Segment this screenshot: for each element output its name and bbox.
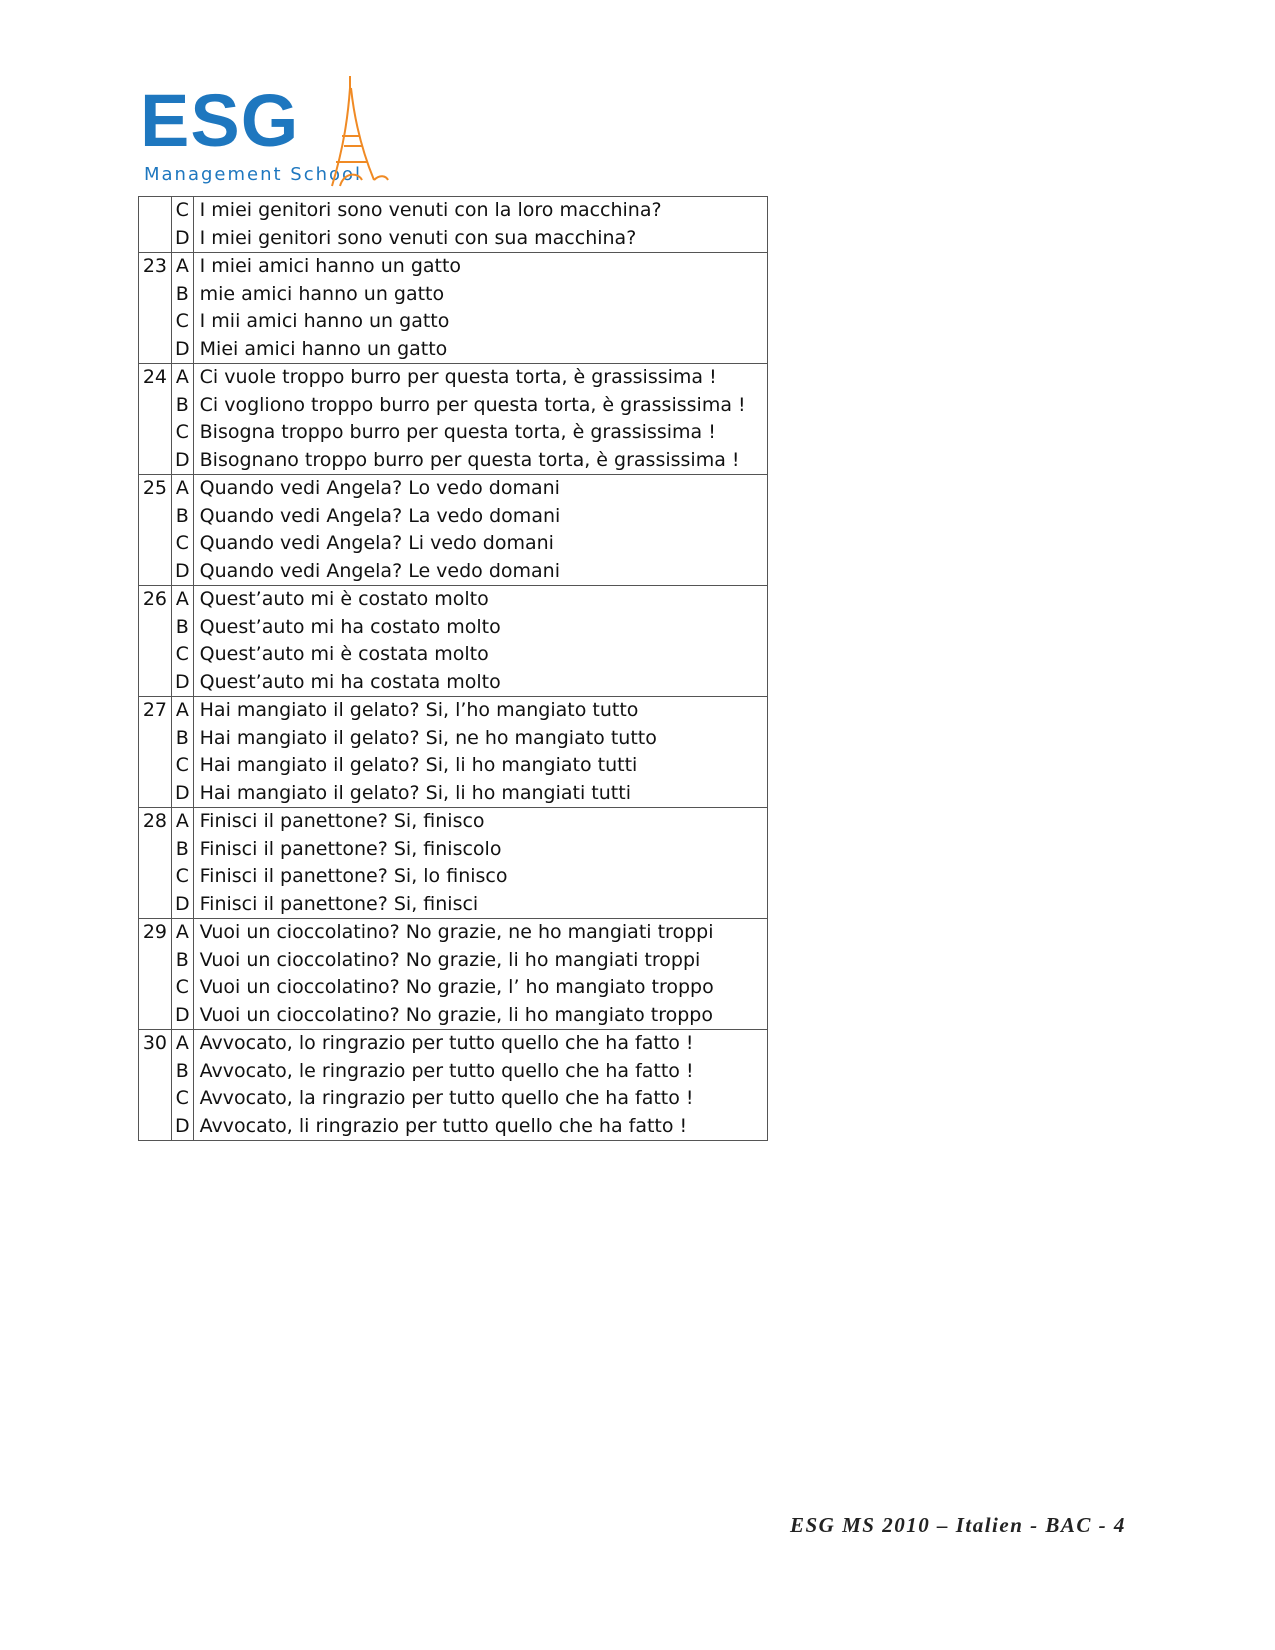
option-text: Finisci il panettone? Si, lo finisco — [193, 863, 767, 891]
question-number — [139, 308, 172, 336]
option-text: Hai mangiato il gelato? Si, li ho mangiati tutti — [193, 780, 767, 808]
option-letter: D — [172, 225, 194, 253]
option-row — [139, 669, 768, 697]
option-letter: D — [172, 1113, 194, 1141]
option-text: Vuoi un cioccolatino? No grazie, l’ ho mangiato troppo — [193, 974, 767, 1002]
option-text: mie amici hanno un gatto — [193, 281, 767, 309]
option-row — [139, 1058, 768, 1086]
question-number — [139, 669, 172, 697]
question-number — [139, 641, 172, 669]
option-row — [139, 503, 768, 531]
option-text: I miei genitori sono venuti con sua macchina? — [193, 225, 767, 253]
question-number: 25 — [139, 475, 172, 503]
option-letter: B — [172, 725, 194, 753]
question-number — [139, 503, 172, 531]
option-row — [139, 974, 768, 1002]
option-letter: C — [172, 308, 194, 336]
option-letter: B — [172, 392, 194, 420]
question-number — [139, 197, 172, 225]
option-row — [139, 725, 768, 753]
question-number: 28 — [139, 808, 172, 836]
option-letter: B — [172, 614, 194, 642]
question-number — [139, 1085, 172, 1113]
option-letter: C — [172, 1085, 194, 1113]
question-number — [139, 419, 172, 447]
option-text: Hai mangiato il gelato? Si, l’ho mangiato tutto — [193, 697, 767, 725]
option-letter: A — [172, 253, 194, 281]
option-row — [139, 558, 768, 586]
option-letter: C — [172, 197, 194, 225]
option-row — [139, 697, 768, 725]
question-number — [139, 891, 172, 919]
option-text: Quando vedi Angela? La vedo domani — [193, 503, 767, 531]
option-letter: D — [172, 336, 194, 364]
question-number: 24 — [139, 364, 172, 392]
option-row — [139, 614, 768, 642]
option-text: Quest’auto mi ha costato molto — [193, 614, 767, 642]
esg-logo — [140, 76, 400, 188]
question-group — [139, 197, 768, 253]
question-number — [139, 836, 172, 864]
question-group — [139, 253, 768, 364]
option-row — [139, 197, 768, 225]
option-text: Quando vedi Angela? Lo vedo domani — [193, 475, 767, 503]
logo-subtitle: Management School — [144, 164, 363, 185]
option-text: Quest’auto mi è costata molto — [193, 641, 767, 669]
quiz-table — [138, 196, 768, 1141]
option-text: Bisognano troppo burro per questa torta, è grassissima ! — [193, 447, 767, 475]
question-number: 27 — [139, 697, 172, 725]
question-number — [139, 281, 172, 309]
option-text: Finisci il panettone? Si, finisco — [193, 808, 767, 836]
question-number — [139, 863, 172, 891]
option-letter: C — [172, 752, 194, 780]
option-row — [139, 253, 768, 281]
question-number — [139, 947, 172, 975]
option-text: I miei amici hanno un gatto — [193, 253, 767, 281]
option-letter: A — [172, 475, 194, 503]
option-row — [139, 1085, 768, 1113]
option-letter: C — [172, 641, 194, 669]
option-text: Ci vogliono troppo burro per questa torta, è grassissima ! — [193, 392, 767, 420]
option-text: I mii amici hanno un gatto — [193, 308, 767, 336]
option-row — [139, 752, 768, 780]
question-number — [139, 1058, 172, 1086]
option-letter: C — [172, 530, 194, 558]
option-row — [139, 919, 768, 947]
option-letter: B — [172, 836, 194, 864]
question-number — [139, 780, 172, 808]
option-text: Avvocato, la ringrazio per tutto quello che ha fatto ! — [193, 1085, 767, 1113]
option-letter: A — [172, 586, 194, 614]
question-group — [139, 919, 768, 1030]
option-row — [139, 1002, 768, 1030]
option-letter: A — [172, 697, 194, 725]
question-number: 23 — [139, 253, 172, 281]
option-row — [139, 1113, 768, 1141]
option-letter: D — [172, 1002, 194, 1030]
option-letter: D — [172, 447, 194, 475]
option-letter: D — [172, 891, 194, 919]
option-text: Miei amici hanno un gatto — [193, 336, 767, 364]
question-number: 29 — [139, 919, 172, 947]
option-letter: D — [172, 669, 194, 697]
option-row — [139, 392, 768, 420]
option-row — [139, 419, 768, 447]
option-letter: A — [172, 808, 194, 836]
question-group — [139, 697, 768, 808]
option-text: I miei genitori sono venuti con la loro macchina? — [193, 197, 767, 225]
question-number — [139, 447, 172, 475]
question-group — [139, 586, 768, 697]
option-letter: A — [172, 919, 194, 947]
option-text: Finisci il panettone? Si, finiscolo — [193, 836, 767, 864]
option-row — [139, 780, 768, 808]
option-text: Quando vedi Angela? Li vedo domani — [193, 530, 767, 558]
option-text: Bisogna troppo burro per questa torta, è grassissima ! — [193, 419, 767, 447]
option-text: Avvocato, li ringrazio per tutto quello che ha fatto ! — [193, 1113, 767, 1141]
option-row — [139, 336, 768, 364]
option-text: Vuoi un cioccolatino? No grazie, li ho mangiato troppo — [193, 1002, 767, 1030]
question-group — [139, 808, 768, 919]
question-number — [139, 974, 172, 1002]
logo-wordmark: ESG — [140, 79, 300, 162]
option-row — [139, 836, 768, 864]
option-text: Quando vedi Angela? Le vedo domani — [193, 558, 767, 586]
option-text: Vuoi un cioccolatino? No grazie, li ho mangiati troppi — [193, 947, 767, 975]
option-letter: D — [172, 780, 194, 808]
question-number — [139, 614, 172, 642]
option-row — [139, 530, 768, 558]
option-letter: C — [172, 419, 194, 447]
question-number — [139, 752, 172, 780]
option-letter: B — [172, 1058, 194, 1086]
option-row — [139, 641, 768, 669]
option-letter: A — [172, 1030, 194, 1058]
option-text: Avvocato, lo ringrazio per tutto quello che ha fatto ! — [193, 1030, 767, 1058]
option-row — [139, 475, 768, 503]
option-letter: A — [172, 364, 194, 392]
option-text: Quest’auto mi è costato molto — [193, 586, 767, 614]
question-number — [139, 1113, 172, 1141]
question-number — [139, 1002, 172, 1030]
option-row — [139, 447, 768, 475]
question-group — [139, 475, 768, 586]
option-row — [139, 225, 768, 253]
question-number — [139, 530, 172, 558]
option-row — [139, 863, 768, 891]
option-letter: B — [172, 503, 194, 531]
question-number — [139, 725, 172, 753]
question-number — [139, 336, 172, 364]
option-row — [139, 947, 768, 975]
option-text: Quest’auto mi ha costata molto — [193, 669, 767, 697]
option-row — [139, 364, 768, 392]
option-row — [139, 281, 768, 309]
option-text: Vuoi un cioccolatino? No grazie, ne ho mangiati troppi — [193, 919, 767, 947]
question-number: 30 — [139, 1030, 172, 1058]
option-row — [139, 586, 768, 614]
option-letter: B — [172, 947, 194, 975]
option-text: Avvocato, le ringrazio per tutto quello che ha fatto ! — [193, 1058, 767, 1086]
question-number — [139, 225, 172, 253]
option-row — [139, 808, 768, 836]
option-row — [139, 308, 768, 336]
eiffel-tower-icon — [330, 76, 390, 188]
option-text: Hai mangiato il gelato? Si, ne ho mangiato tutto — [193, 725, 767, 753]
question-number — [139, 558, 172, 586]
question-group — [139, 1030, 768, 1141]
question-number — [139, 392, 172, 420]
option-text: Hai mangiato il gelato? Si, li ho mangiato tutti — [193, 752, 767, 780]
option-letter: B — [172, 281, 194, 309]
option-row — [139, 1030, 768, 1058]
option-letter: C — [172, 974, 194, 1002]
option-text: Finisci il panettone? Si, finisci — [193, 891, 767, 919]
page-footer: ESG MS 2010 – Italien - BAC - 4 — [790, 1513, 1126, 1537]
question-group — [139, 364, 768, 475]
option-text: Ci vuole troppo burro per questa torta, è grassissima ! — [193, 364, 767, 392]
option-letter: C — [172, 863, 194, 891]
option-letter: D — [172, 558, 194, 586]
question-number: 26 — [139, 586, 172, 614]
option-row — [139, 891, 768, 919]
